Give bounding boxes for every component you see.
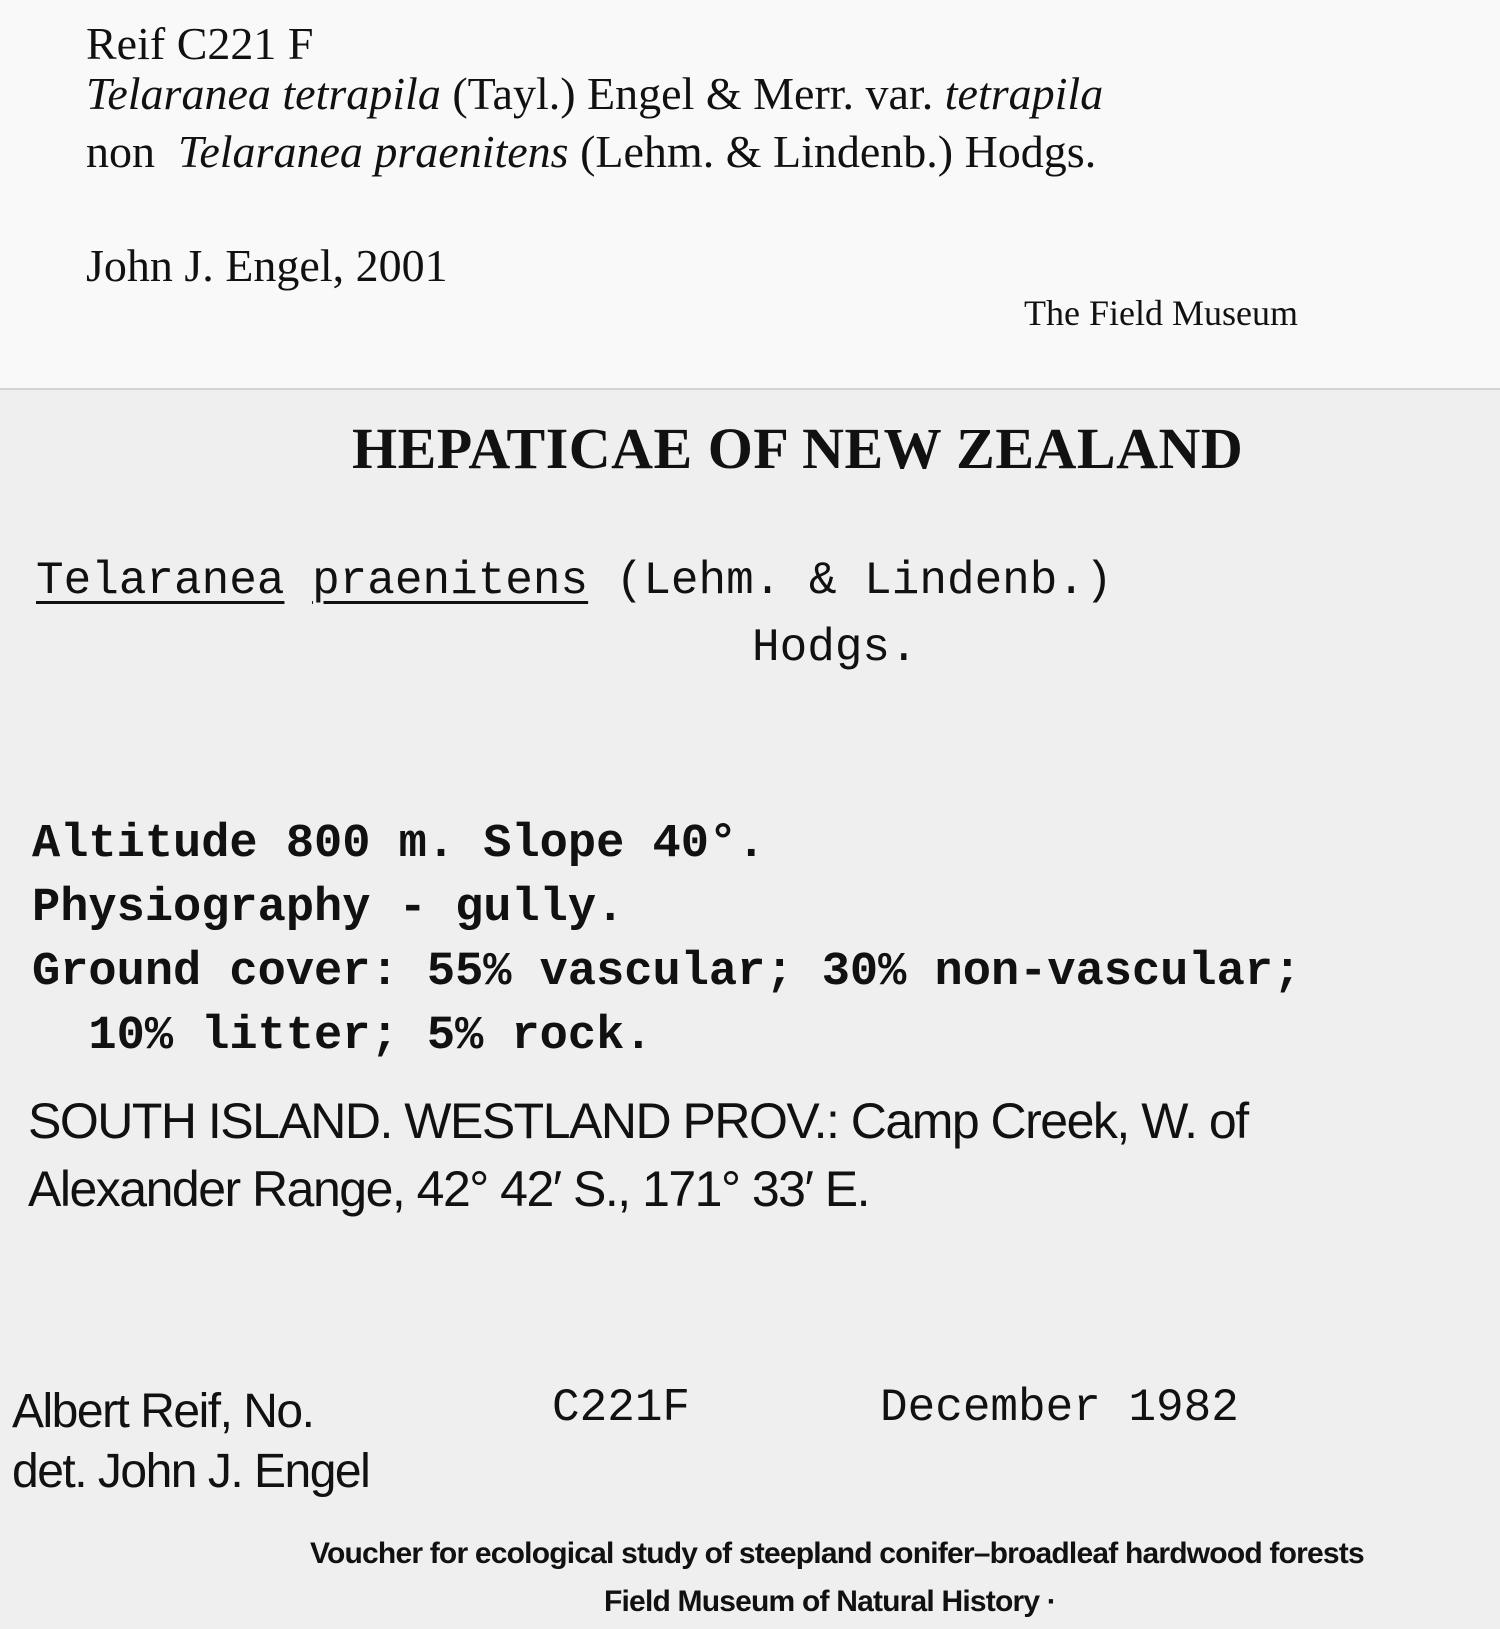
label-species: praenitens <box>312 555 589 607</box>
slip-variety-name: tetrapila <box>944 68 1104 119</box>
label-ecology-physiography: Physiography - gully. <box>32 882 625 935</box>
slip-taxon-authors: (Tayl.) Engel & Merr. var. <box>440 68 945 119</box>
slip-institution-stamp: The Field Museum <box>1024 293 1298 333</box>
label-determined-by: det. John J. Engel <box>12 1445 370 1498</box>
label-voucher-note: Voucher for ecological study of steepland conifer–broadleaf hardwood forests <box>310 1537 1364 1570</box>
label-authors: (Lehm. & Lindenb.) <box>615 555 1113 607</box>
label-heading: HEPATICAE OF NEW ZEALAND <box>352 416 1244 481</box>
label-taxon <box>36 555 1113 607</box>
slip-reference-number: Reif C221 F <box>86 18 314 69</box>
label-ecology-ground-cover: Ground cover: 55% vascular; 30% non-vascular; <box>32 946 1302 999</box>
label-collector: Albert Reif, No. <box>12 1385 314 1438</box>
label-ecology-ground-cover-cont: 10% litter; 5% rock. <box>32 1010 653 1063</box>
slip-non-determination <box>86 126 1096 178</box>
slip-determiner: John J. Engel, 2001 <box>86 240 448 291</box>
slip-determination <box>86 68 1103 120</box>
label-genus: Telaranea <box>36 555 285 607</box>
slip-non-prefix: non <box>86 126 167 177</box>
label-collection-date: December 1982 <box>880 1382 1239 1434</box>
slip-non-authors: (Lehm. & Lindenb.) Hodgs. <box>568 126 1097 177</box>
label-collection-number: C221F <box>552 1382 691 1434</box>
label-authors-cont: Hodgs. <box>752 622 918 674</box>
label-institution: Field Museum of Natural History · <box>604 1585 1056 1618</box>
label-locality-line1: SOUTH ISLAND. WESTLAND PROV.: Camp Creek, W. of <box>28 1093 1248 1149</box>
label-ecology-altitude: Altitude 800 m. Slope 40°. <box>32 818 766 871</box>
slip-non-taxon: Telaranea praenitens <box>178 126 569 177</box>
label-locality-line2: Alexander Range, 42° 42′ S., 171° 33′ E. <box>28 1161 870 1217</box>
annotation-slip <box>0 0 1500 390</box>
slip-taxon-name: Telaranea tetrapila <box>86 68 441 119</box>
